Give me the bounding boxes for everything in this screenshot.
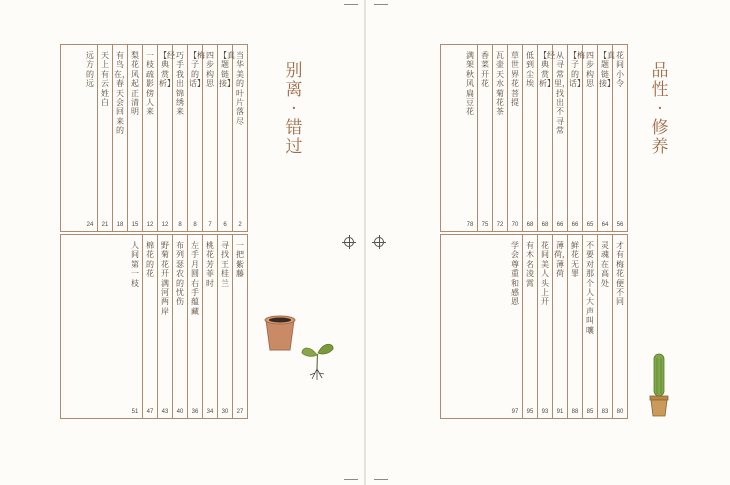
toc-entry-page-number: 64 [601,222,609,228]
toc-entry[interactable] [203,235,218,418]
toc-entry-title: 薄荷，薄荷 [554,241,570,279]
toc-entry-title: 【经典赏析】 [159,51,175,89]
crop-mark-bottom-right [374,479,388,480]
sprout-icon [300,335,336,381]
crop-mark-bottom-left [344,479,358,480]
toc-entry[interactable] [538,235,553,418]
toc-entry-page-number: 93 [541,409,549,415]
toc-entry[interactable] [98,45,113,231]
toc-entry-title: 低到尘埃 [526,51,534,89]
toc-entry-page-number: 15 [131,222,139,228]
toc-entry-title: 鲜花无罪 [571,241,579,279]
toc-entry-page-number: 65 [586,222,594,228]
toc-entry[interactable] [508,45,523,231]
toc-entry-title: 学会尊重和感恩 [511,241,519,307]
toc-entry-page-number: 21 [101,222,109,228]
toc-entry-page-number: 68 [526,222,534,228]
toc-entry-title: 梨花风起正清明 [131,51,139,117]
left-section-heading: 别离·错过 [285,61,303,157]
toc-entry-title: 花间小令 [616,51,624,89]
toc-entry-page-number: 24 [86,222,94,228]
toc-entry[interactable] [233,235,248,418]
toc-entry-page-number: 80 [616,409,624,415]
toc-entry-title: 远方的远 [86,51,94,89]
toc-entry-page-number: 34 [206,409,214,415]
toc-entry-title: 草世界 花菩提 [511,51,519,108]
toc-entry-title: 不要对那个人大声叫嚷 [586,241,594,335]
toc-entry[interactable] [553,45,568,231]
toc-entry-title: 【经典赏析】 [539,51,555,89]
toc-entry[interactable] [188,45,203,231]
right-toc-lower [440,234,628,419]
toc-entry[interactable] [218,235,233,418]
toc-entry-title: 野菊花开满河两岸 [161,241,169,316]
registration-mark-left [344,237,354,247]
toc-entry-title: 有木名凌霄 [526,241,534,288]
toc-entry-title: 灵魂在高处 [601,241,609,288]
toc-entry-page-number: 75 [481,222,489,228]
toc-entry[interactable] [538,45,553,231]
toc-entry-title: 一枝疏影傍人来 [146,51,154,117]
toc-entry-title: 【真题链接】 [599,51,615,89]
toc-entry[interactable] [143,235,158,418]
toc-entry-title: 才有梅花便不同 [616,241,624,307]
toc-entry[interactable] [523,235,538,418]
toc-entry-title: 天上有云姓白 [101,51,109,108]
toc-entry-page-number: 12 [146,222,154,228]
toc-entry-page-number: 68 [541,222,549,228]
cactus-icon [646,352,672,418]
toc-entry-page-number: 51 [131,409,139,415]
toc-entry-title: 【梅子的话】 [569,51,585,89]
toc-entry-page-number: 66 [571,222,579,228]
toc-entry-page-number: 78 [466,222,474,228]
toc-entry[interactable] [203,45,218,231]
toc-entry-title: 当华美的叶片落尽 [236,51,244,126]
toc-entry[interactable] [83,45,98,231]
toc-entry[interactable] [158,45,173,231]
toc-entry[interactable] [568,235,583,418]
toc-entry-title: 【真题链接】 [219,51,235,89]
toc-entry[interactable] [173,45,188,231]
crop-mark-top-left [344,4,358,5]
toc-entry[interactable] [233,45,248,231]
crop-mark-top-right [374,4,388,5]
toc-entry-page-number: 88 [571,409,579,415]
toc-entry-title: 【梅子的话】 [189,51,205,89]
toc-entry-page-number: 27 [236,409,244,415]
toc-entry-page-number: 85 [586,409,594,415]
toc-entry[interactable] [493,45,508,231]
toc-entry-page-number: 97 [511,409,519,415]
toc-entry-title: 寻找王桂兰 [221,241,229,288]
toc-entry-title: 花间美人头上开 [541,241,549,307]
toc-entry-page-number: 72 [496,222,504,228]
toc-entry-page-number: 8 [193,222,197,228]
toc-entry-page-number: 95 [526,409,534,415]
left-toc-upper [60,44,248,232]
toc-entry-page-number: 56 [616,222,624,228]
toc-entry-page-number: 43 [161,409,169,415]
toc-entry-title: 巧手我出锦绣来 [176,51,184,117]
toc-entry-title: 人间第一枝 [131,241,139,288]
toc-entry-title: 有鸟在，春天会回来的 [114,51,130,136]
toc-entry-page-number: 36 [191,409,199,415]
registration-mark-right [374,237,384,247]
toc-entry-title: 四步构思 [206,51,214,89]
toc-entry[interactable] [143,45,158,231]
toc-entry-page-number: 7 [208,222,212,228]
toc-entry[interactable] [583,235,598,418]
toc-entry-page-number: 8 [178,222,182,228]
toc-entry-page-number: 83 [601,409,609,415]
toc-entry[interactable] [568,45,583,231]
toc-entry-page-number: 70 [511,222,519,228]
toc-entry-page-number: 2 [238,222,242,228]
toc-entry-title: 四步构思 [586,51,594,89]
toc-entry[interactable] [613,235,628,418]
toc-entry-title: 香菜开花 [481,51,489,89]
toc-entry-page-number: 12 [161,222,169,228]
toc-entry-page-number: 18 [116,222,124,228]
flowerpot-icon [262,312,298,352]
toc-entry[interactable] [463,45,478,231]
right-toc-upper [440,44,628,232]
toc-entry[interactable] [113,45,128,231]
toc-entry-page-number: 40 [176,409,184,415]
toc-entry[interactable] [598,45,613,231]
toc-entry-page-number: 30 [221,409,229,415]
toc-entry[interactable] [158,235,173,418]
toc-entry[interactable] [508,235,523,418]
toc-entry-title: 左手月圆 右手蕴藏 [191,241,199,316]
toc-entry[interactable] [128,45,143,231]
toc-entry-page-number: 66 [556,222,564,228]
toc-entry[interactable] [478,45,493,231]
toc-entry[interactable] [553,235,568,418]
toc-entry-page-number: 47 [146,409,154,415]
right-section-heading: 品性·修养 [651,61,669,157]
toc-entry-page-number: 91 [556,409,564,415]
toc-entry-title: 从寻常里，找出不寻常 [554,51,570,136]
toc-entry-title: 瓦壶天水菊花茶 [496,51,504,117]
right-page [366,0,730,485]
toc-entry-title: 一把紫藤 [236,241,244,279]
toc-entry-title: 棉花的花 [146,241,154,279]
left-page [0,0,364,485]
toc-entry[interactable] [173,235,188,418]
toc-entry-page-number: 6 [223,222,227,228]
toc-entry-title: 满架秋风扁豆花 [466,51,474,117]
toc-entry[interactable] [583,45,598,231]
toc-entry[interactable] [218,45,233,231]
left-toc-lower [60,234,248,419]
toc-entry[interactable] [188,235,203,418]
toc-entry[interactable] [598,235,613,418]
toc-entry-title: 布列瑟农的忧伤 [176,241,184,307]
toc-entry[interactable] [523,45,538,231]
toc-entry[interactable] [613,45,628,231]
toc-entry-title: 桃花芳菲时 [206,241,214,288]
toc-entry[interactable] [128,235,143,418]
